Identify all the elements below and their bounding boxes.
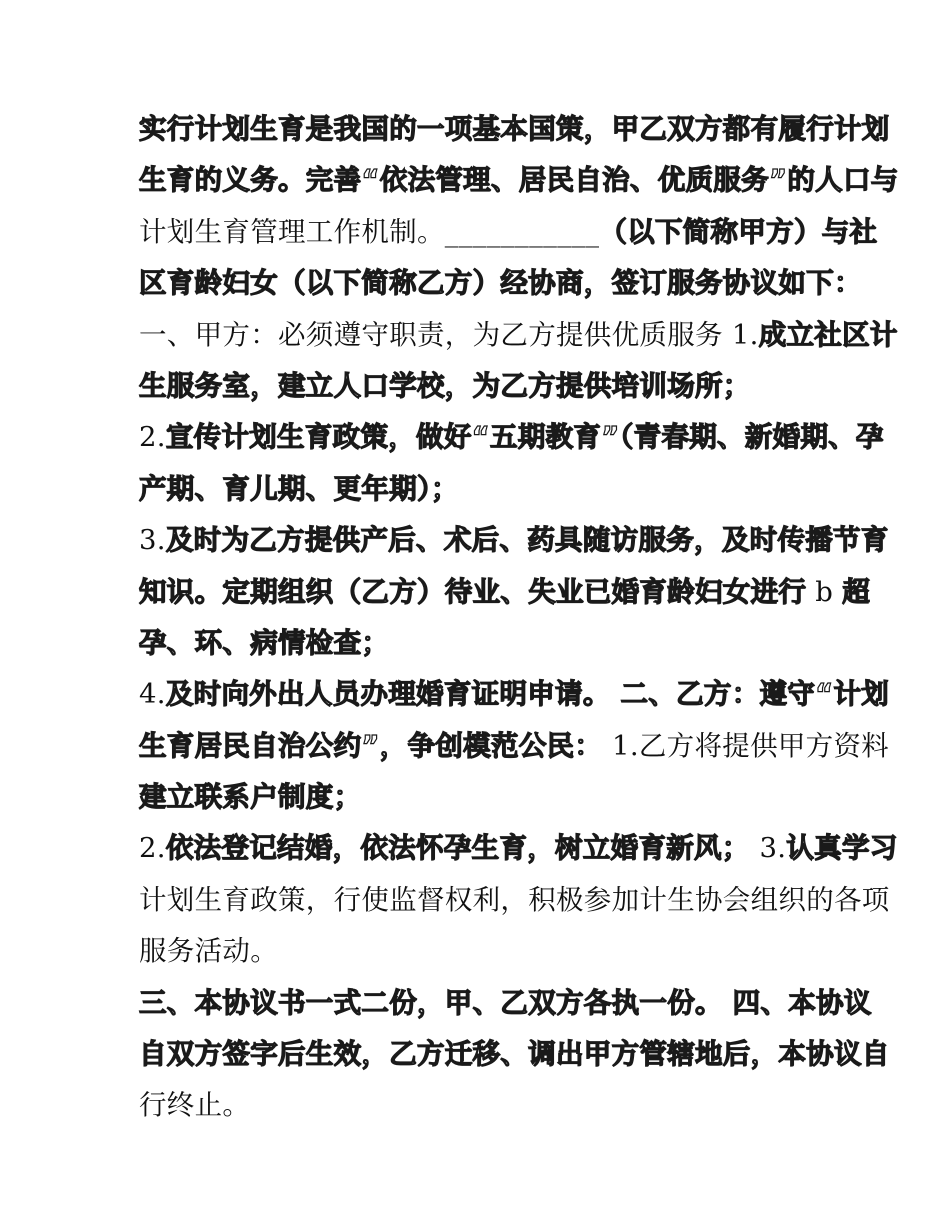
text-segment: 计划生育管理工作机制。___________ xyxy=(139,215,600,248)
text-line xyxy=(139,464,829,515)
text-line xyxy=(139,258,862,309)
text-segment: 及时为乙方提供产后、术后、药具随访服务，及时传播节育 xyxy=(165,524,889,557)
text-segment: 自双方签字后生效，乙方迁移、调出甲方管辖地后，本协议自 xyxy=(139,1038,890,1071)
text-segment: 生育的义务。完善“依法管理、居民自治、优质服务”的人口与 xyxy=(139,164,899,197)
text-segment: 服务活动。 xyxy=(139,935,278,968)
text-segment: 2. xyxy=(139,832,166,865)
text-segment: 成立社区计 xyxy=(758,318,898,351)
text-segment: 2. xyxy=(139,421,166,454)
text-line xyxy=(139,1029,890,1080)
text-line xyxy=(139,207,878,258)
text-segment: 宣传计划生育政策，做好“五期教育”（青春期、新婚期、孕 xyxy=(165,421,884,454)
text-line xyxy=(139,1080,829,1131)
text-line xyxy=(139,361,829,412)
text-segment: 3. xyxy=(139,524,166,557)
text-segment: 知识。定期组织（乙方）待业、失业已婚育龄妇女进行 xyxy=(139,575,807,608)
text-line xyxy=(139,618,829,669)
text-segment: 及时向外出人员办理婚育证明申请。 二、乙方：遵守“计划 xyxy=(165,678,890,711)
text-segment: 建立联系户制度； xyxy=(139,781,362,814)
agreement-text xyxy=(139,104,899,1132)
text-line xyxy=(139,926,829,977)
text-segment: 产期、育儿期、更年期）； xyxy=(139,472,459,505)
text-line xyxy=(139,772,829,823)
text-segment: b xyxy=(806,575,843,608)
text-line xyxy=(139,978,872,1029)
text-line xyxy=(139,412,884,463)
text-segment: 生育居民自治公约”，争创模范公民： xyxy=(139,729,613,762)
text-line xyxy=(139,515,889,566)
text-segment: 孕、环、病情检查； xyxy=(139,626,390,659)
text-segment: 实行计划生育是我国的一项基本国策，甲乙双方都有履行计划 xyxy=(139,113,890,145)
text-line xyxy=(139,567,871,618)
text-line xyxy=(139,104,890,155)
text-segment: 行终止。 xyxy=(139,1089,251,1122)
text-segment: 认真学习 xyxy=(786,832,898,865)
text-segment: 超 xyxy=(842,575,871,608)
text-segment: （以下简称甲方）与社 xyxy=(599,215,878,248)
text-segment: 区育龄妇女（以下简称乙方）经协商，签订服务协议如下： xyxy=(139,267,862,300)
text-line xyxy=(139,875,890,926)
text-segment: 三、本协议书一式二份，甲、乙双方各执一份。 四、本协议 xyxy=(139,986,872,1019)
text-line xyxy=(139,669,890,720)
text-segment: 依法登记结婚，依法怀孕生育，树立婚育新风； xyxy=(165,832,760,865)
text-segment: 1.乙方将提供甲方资料 xyxy=(612,729,890,762)
text-segment: 一、甲方：必须遵守职责，为乙方提供优质服务 1. xyxy=(139,318,759,351)
text-segment: 计划生育政策，行使监督权利，积极参加计生协会组织的各项 xyxy=(139,883,890,916)
text-segment: 生服务室，建立人口学校，为乙方提供培训场所； xyxy=(139,369,751,402)
text-line xyxy=(139,823,898,874)
text-line xyxy=(139,155,899,206)
text-line xyxy=(139,721,890,772)
text-segment: 3. xyxy=(759,832,787,865)
text-segment: 4. xyxy=(139,678,166,711)
text-line xyxy=(139,310,898,361)
